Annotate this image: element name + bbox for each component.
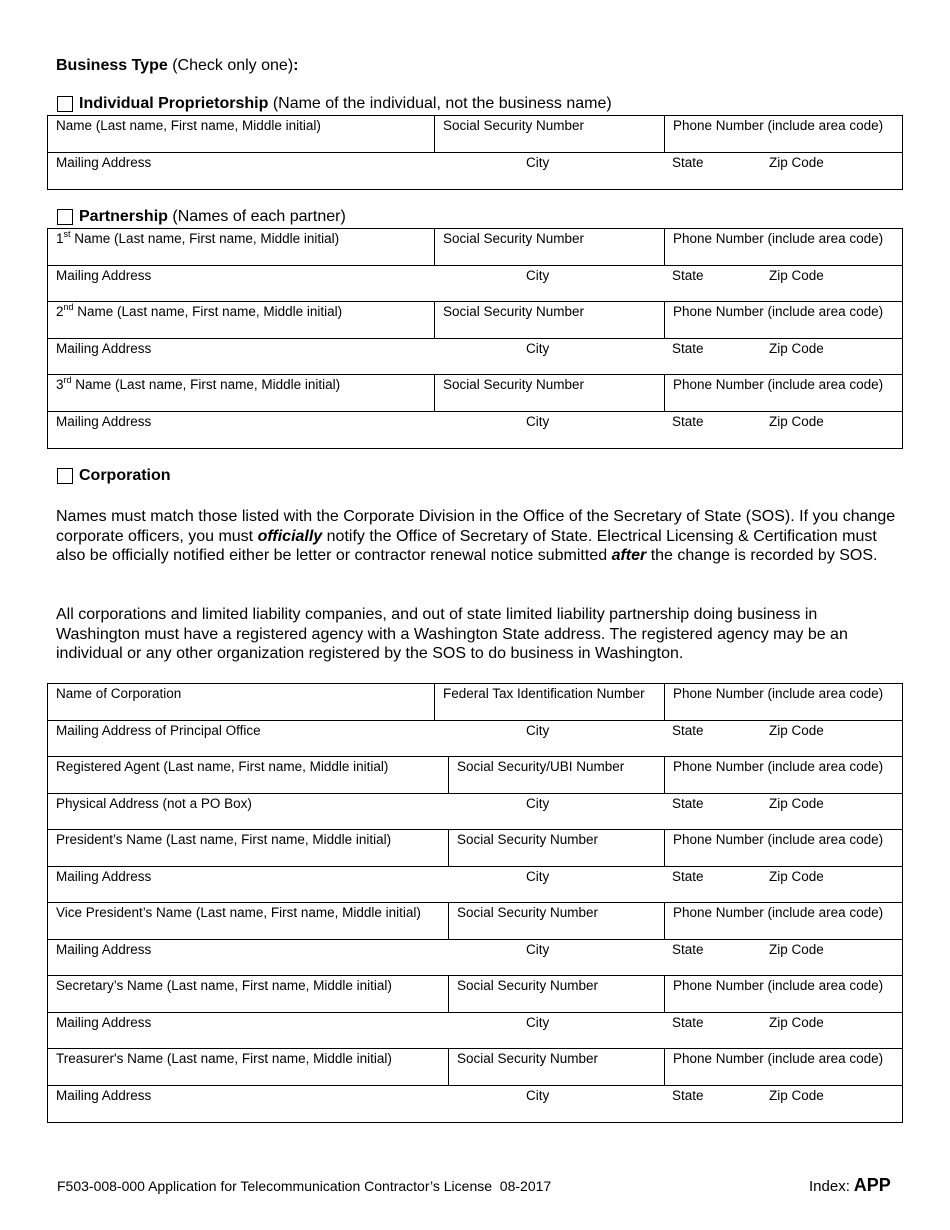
vice-president-ssn-field[interactable]: Social Security Number (448, 903, 664, 939)
corporation-checkbox[interactable] (57, 468, 73, 484)
vice-president-phone-field[interactable]: Phone Number (include area code) (664, 903, 904, 939)
president-city-field[interactable]: City (526, 868, 550, 884)
partner-1-phone-field[interactable]: Phone Number (include area code) (664, 229, 904, 265)
secretary-address-row (48, 1013, 902, 1050)
individual-city-field[interactable]: City (526, 154, 550, 170)
secretary-row (48, 976, 902, 1013)
partnership-table (47, 228, 903, 449)
vice-president-address-field[interactable]: Mailing Address (56, 941, 152, 957)
vice-president-zip-field[interactable]: Zip Code (769, 941, 824, 957)
partner-1-name-field[interactable]: 1st Name (Last name, First name, Middle initial) (56, 228, 340, 246)
partner-3-address-field[interactable]: Mailing Address (56, 413, 152, 429)
treasurer-address-field[interactable]: Mailing Address (56, 1087, 152, 1103)
secretary-ssn-field[interactable]: Social Security Number (448, 976, 664, 1012)
individual-address-field[interactable]: Mailing Address (56, 154, 152, 170)
partner-1-ssn-field[interactable]: Social Security Number (434, 229, 664, 265)
individual-checkbox[interactable] (57, 96, 73, 112)
registered-agent-row (48, 757, 902, 794)
individual-address-row (48, 153, 902, 190)
individual-phone-field[interactable]: Phone Number (include area code) (664, 116, 904, 152)
corporation-name-field[interactable]: Name of Corporation (56, 686, 182, 701)
corporation-phone-field[interactable]: Phone Number (include area code) (664, 684, 904, 720)
individual-ssn-field[interactable]: Social Security Number (434, 116, 664, 152)
president-address-row (48, 867, 902, 904)
individual-zip-field[interactable]: Zip Code (769, 154, 824, 170)
partner-1-state-field[interactable]: State (672, 267, 704, 283)
treasurer-city-field[interactable]: City (526, 1087, 550, 1103)
partner-2-state-field[interactable]: State (672, 340, 704, 356)
secretary-state-field[interactable]: State (672, 1014, 704, 1030)
registered-agency-note: All corporations and limited liability companies, and out of state limited liability partnership doing business in Washington must have a registered agency with a Washington State address. The registered agency may be an individual or any other organization registered by the SOS to do business in Washington. (56, 606, 848, 662)
secretary-phone-field[interactable]: Phone Number (include area code) (664, 976, 904, 1012)
corporation-heading: Corporation (57, 467, 171, 485)
individual-name-field[interactable]: Name (Last name, First name, Middle initial) (56, 118, 321, 133)
corporation-officer-note: Names must match those listed with the Corporate Division in the Office of the Secretary of State (SOS). If you change corporate officers, you must officially notify the Office of Secretary of State. Electrical Licensing & Certification must also be officially notified either be letter or contractor renewal notice submitted after the change is recorded by SOS. (56, 508, 896, 564)
individual-state-field[interactable]: State (672, 154, 704, 170)
registered-agent-state-field[interactable]: State (672, 795, 704, 811)
vice-president-state-field[interactable]: State (672, 941, 704, 957)
partner-address-row (48, 412, 902, 449)
index-footer: Index: APP (809, 1175, 891, 1195)
corporation-address-row (48, 721, 902, 758)
partner-3-phone-field[interactable]: Phone Number (include area code) (664, 375, 904, 411)
treasurer-zip-field[interactable]: Zip Code (769, 1087, 824, 1103)
partner-2-city-field[interactable]: City (526, 340, 550, 356)
president-name-field[interactable]: President’s Name (Last name, First name, Middle initial) (56, 832, 392, 847)
registered-agent-phone-field[interactable]: Phone Number (include area code) (664, 757, 904, 793)
partner-name-row (48, 302, 902, 339)
president-state-field[interactable]: State (672, 868, 704, 884)
treasurer-ssn-field[interactable]: Social Security Number (448, 1049, 664, 1085)
vice-president-city-field[interactable]: City (526, 941, 550, 957)
treasurer-name-field[interactable]: Treasurer's Name (Last name, First name, Middle initial) (56, 1051, 392, 1066)
vice-president-address-row (48, 940, 902, 977)
partner-1-city-field[interactable]: City (526, 267, 550, 283)
secretary-zip-field[interactable]: Zip Code (769, 1014, 824, 1030)
secretary-name-field[interactable]: Secretary’s Name (Last name, First name, Middle initial) (56, 978, 392, 993)
principal-office-address-field[interactable]: Mailing Address of Principal Office (56, 722, 261, 738)
partner-2-name-field[interactable]: 2nd Name (Last name, First name, Middle initial) (56, 301, 343, 319)
treasurer-phone-field[interactable]: Phone Number (include area code) (664, 1049, 904, 1085)
partner-3-ssn-field[interactable]: Social Security Number (434, 375, 664, 411)
corporation-state-field[interactable]: State (672, 722, 704, 738)
individual-name-row (48, 116, 902, 153)
registered-agent-address-row (48, 794, 902, 831)
partnership-checkbox[interactable] (57, 209, 73, 225)
secretary-city-field[interactable]: City (526, 1014, 550, 1030)
partner-address-row (48, 266, 902, 303)
registered-agent-zip-field[interactable]: Zip Code (769, 795, 824, 811)
partner-2-zip-field[interactable]: Zip Code (769, 340, 824, 356)
partner-3-zip-field[interactable]: Zip Code (769, 413, 824, 429)
registered-agent-name-field[interactable]: Registered Agent (Last name, First name, Middle initial) (56, 759, 389, 774)
corporation-zip-field[interactable]: Zip Code (769, 722, 824, 738)
partner-3-city-field[interactable]: City (526, 413, 550, 429)
individual-heading: Individual Proprietorship (Name of the individual, not the business name) (57, 95, 612, 113)
president-row (48, 830, 902, 867)
treasurer-row (48, 1049, 902, 1086)
registered-agent-city-field[interactable]: City (526, 795, 550, 811)
partner-2-phone-field[interactable]: Phone Number (include area code) (664, 302, 904, 338)
treasurer-address-row (48, 1086, 902, 1123)
corporation-city-field[interactable]: City (526, 722, 550, 738)
form-info-footer: F503-008-000 Application for Telecommunication Contractor’s License 08-2017 (57, 1178, 552, 1194)
partner-3-name-field[interactable]: 3rd Name (Last name, First name, Middle initial) (56, 374, 341, 392)
secretary-address-field[interactable]: Mailing Address (56, 1014, 152, 1030)
registered-agent-address-field[interactable]: Physical Address (not a PO Box) (56, 795, 252, 811)
president-zip-field[interactable]: Zip Code (769, 868, 824, 884)
partnership-heading: Partnership (Names of each partner) (57, 208, 346, 226)
treasurer-state-field[interactable]: State (672, 1087, 704, 1103)
partner-address-row (48, 339, 902, 376)
vice-president-name-field[interactable]: Vice President’s Name (Last name, First name, Middle initial) (56, 905, 421, 920)
business-type-heading: Business Type (Check only one): (56, 57, 299, 74)
partner-2-ssn-field[interactable]: Social Security Number (434, 302, 664, 338)
corporation-table (47, 683, 903, 1123)
partner-1-address-field[interactable]: Mailing Address (56, 267, 152, 283)
individual-table (47, 115, 903, 190)
partner-name-row (48, 375, 902, 412)
president-ssn-field[interactable]: Social Security Number (448, 830, 664, 866)
federal-tax-id-field[interactable]: Federal Tax Identification Number (434, 684, 664, 720)
corporation-name-row (48, 684, 902, 721)
vice-president-row (48, 903, 902, 940)
partner-1-zip-field[interactable]: Zip Code (769, 267, 824, 283)
president-address-field[interactable]: Mailing Address (56, 868, 152, 884)
president-phone-field[interactable]: Phone Number (include area code) (664, 830, 904, 866)
registered-agent-ubi-field[interactable]: Social Security/UBI Number (448, 757, 664, 793)
partner-2-address-field[interactable]: Mailing Address (56, 340, 152, 356)
partner-name-row (48, 229, 902, 266)
partner-3-state-field[interactable]: State (672, 413, 704, 429)
